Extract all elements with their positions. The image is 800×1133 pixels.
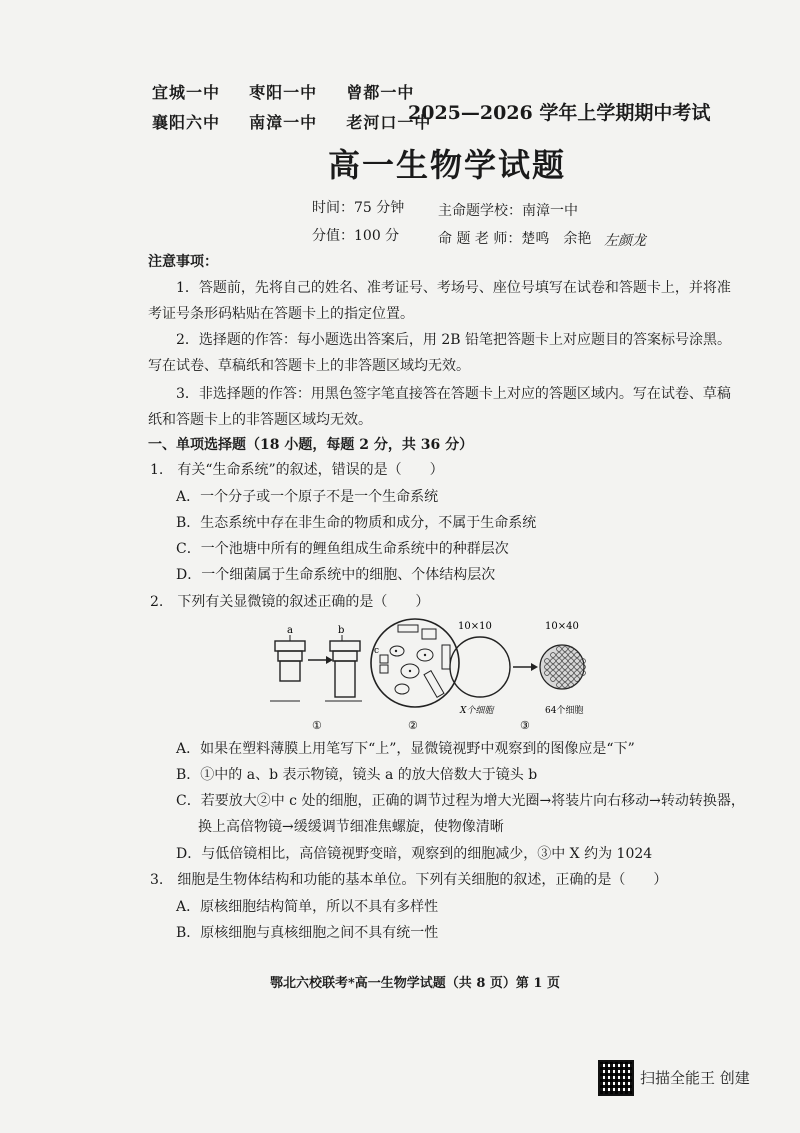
page-footer: 鄂北六校联考*高一生物学试题（共 8 页）第 1 页 (270, 976, 560, 991)
question-3-option-a: A．原核细胞结构简单，所以不具有多样性 (176, 899, 439, 915)
schools-row1 (152, 80, 414, 103)
question-school: 主命题学校：南漳一中 (438, 203, 578, 219)
objective-lens-a (275, 625, 305, 681)
objective-lens-b (330, 625, 360, 697)
notice-title: 注意事项： (148, 254, 218, 270)
schools-row2 (152, 110, 431, 133)
question-2-option-b: B．①中的 a、b 表示物镜，镜头 a 的放大倍数大于镜头 b (176, 767, 538, 783)
school-name: 南漳一中 (249, 113, 318, 132)
question-3-option-b: B．原核细胞与真核细胞之间不具有统一性 (176, 925, 439, 941)
qr-code-icon (598, 1060, 634, 1096)
notice-item3-line2: 纸和答题卡上的非答题区域均无效。 (148, 412, 372, 428)
microscope-figure (270, 615, 610, 735)
notice-item2-line1: 2．选择题的作答：每小题选出答案后，用 2B 铅笔把答题卡上对应题目的答案标号涂黑。 (176, 332, 732, 348)
page-title: 高一生物学试题 (328, 146, 567, 184)
figure-number-3: ③ (520, 719, 530, 732)
question-2-option-c: C．若要放大②中 c 处的细胞，正确的调节过程为增大光圈→将装片向右移动→转动转换器， (176, 793, 745, 809)
school-name: 宜城一中 (152, 83, 221, 102)
label-c: c (374, 646, 380, 656)
question-1-option-b: B．生态系统中存在非生命的物质和成分，不属于生命系统 (176, 515, 537, 531)
question-2-option-d: D．与低倍镜相比，高倍镜视野变暗，观察到的细胞减少，③中 X 约为 1024 (176, 846, 653, 862)
question-teacher-handwritten: 左颜龙 (604, 233, 646, 249)
microscope-field-2 (371, 619, 459, 707)
label-b: b (338, 625, 345, 636)
magnification-1: 10×10 (458, 621, 492, 632)
scanner-watermark: 扫描全能王 创建 (640, 1069, 750, 1087)
school-name: 老河口一中 (346, 113, 432, 132)
school-name: 襄阳六中 (152, 113, 221, 132)
question-2-stem: 2. 下列有关显微镜的叙述正确的是（ ） (150, 594, 430, 610)
question-3-stem: 3. 细胞是生物体结构和功能的基本单位。下列有关细胞的叙述，正确的是（ ） (150, 872, 668, 888)
school-name: 枣阳一中 (249, 83, 318, 102)
microscope-field-3-high (540, 621, 585, 716)
notice-item1-line2: 考证号条形码粘贴在答题卡上的指定位置。 (148, 306, 414, 322)
exam-time: 时间：75 分钟 (312, 200, 405, 216)
cell-count-2: 64个细胞 (545, 706, 584, 716)
exam-score: 分值：100 分 (312, 228, 400, 244)
magnification-2: 10×40 (545, 621, 579, 632)
question-2-option-a: A．如果在塑料薄膜上用笔写下“上”，显微镜视野中观察到的图像应是“下” (176, 741, 635, 757)
section-title: 一、单项选择题（18 小题，每题 2 分，共 36 分） (148, 437, 474, 453)
notice-item1-line1: 1．答题前，先将自己的姓名、准考证号、考场号、座位号填写在试卷和答题卡上，并将准 (176, 280, 731, 296)
question-1-option-c: C．一个池塘中所有的鲤鱼组成生命系统中的种群层次 (176, 541, 509, 557)
question-teachers: 命 题 老 师：楚鸣 余艳 (438, 231, 592, 247)
notice-item3-line1: 3．非选择题的作答：用黑色签字笔直接答在答题卡上对应的答题区域内。写在试卷、草稿 (176, 386, 731, 402)
question-1-stem: 1. 有关“生命系统”的叙述，错误的是（ ） (150, 462, 444, 478)
label-a: a (287, 625, 293, 636)
figure-number-1: ① (312, 719, 322, 732)
question-2-option-c-cont: 换上高倍物镜→缓缓调节细准焦螺旋，使物像清晰 (198, 819, 504, 835)
figure-number-2: ② (408, 719, 418, 732)
cell-count-1: X个细胞 (460, 706, 494, 716)
notice-item2-line2: 写在试卷、草稿纸和答题卡上的非答题区域均无效。 (148, 358, 470, 374)
school-name: 曾都一中 (346, 83, 415, 102)
exam-title: 2025—2026 学年上学期期中考试 (408, 102, 711, 124)
question-1-option-a: A．一个分子或一个原子不是一个生命系统 (176, 489, 439, 505)
question-1-option-d: D．一个细菌属于生命系统中的细胞、个体结构层次 (176, 567, 496, 583)
